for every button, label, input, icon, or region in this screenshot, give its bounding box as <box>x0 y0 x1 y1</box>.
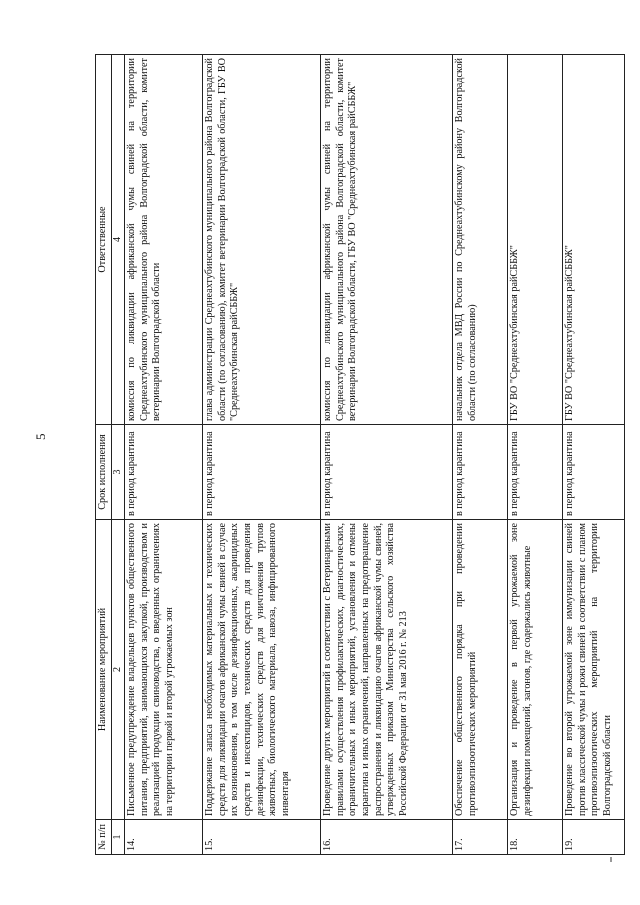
row-term: в период карантина <box>321 425 453 520</box>
column-number: 2 <box>111 520 124 820</box>
row-term: в период карантина <box>453 425 508 520</box>
row-measure: Проведение других мероприятий в соответствии с Ветеринарными правилами осуществления профилактических, диагностических, ограничительных и иных мероприятий, установления и отмены карантина и иных ограничений, направленных на предотвращение распространения и ликвидацию очагов африканской чумы свиней, утвержденных приказом Министерства сельского хозяйства Российской Федерации от 31 мая 2016 г. № 213 <box>321 520 453 820</box>
row-responsible: начальник отдела МВД России по Среднеахтубинскому району Волгоградской области (по согласованию) <box>453 55 508 425</box>
table-row <box>453 55 508 855</box>
row-responsible: глава администрации Среднеахтубинского муниципального района Волгоградской области (по согласованию), комитет ветеринарии Волгоградской области, ГБУ ВО "Среднеахтубинская райСББЖ" <box>203 55 321 425</box>
row-measure: Проведение во второй угрожаемой зоне иммунизации свиней против классической чумы и рожи свиней в соответствии с планом противоэпизоотических мероприятий на территории Волгоградской области <box>563 520 625 820</box>
measures-table <box>95 54 625 855</box>
header-responsible: Ответственные <box>96 55 112 425</box>
row-measure: Обеспечение общественного порядка при проведении противоэпизоотических мероприятий <box>453 520 508 820</box>
row-term: в период карантина <box>125 425 203 520</box>
header-term: Срок исполнения <box>96 425 112 520</box>
row-responsible: комиссия по ликвидации африканской чумы свиней на территории Среднеахтубинского муниципального района Волгоградской области, комитет ветеринарии Волгоградской области <box>125 55 203 425</box>
table-row <box>125 55 203 855</box>
rotated-table-container <box>95 55 615 855</box>
column-number: 4 <box>111 55 124 425</box>
row-responsible: комиссия по ликвидации африканской чумы свиней на территории Среднеахтубинского муниципального района Волгоградской области, комитет ветеринарии Волгоградской области, ГБУ ВО "Среднеахтубинская райСББЖ" <box>321 55 453 425</box>
column-number: 1 <box>111 820 124 855</box>
header-number: № п/п <box>96 820 112 855</box>
page-number: 5 <box>33 433 48 440</box>
row-number: 19. <box>563 820 625 855</box>
row-term: в период карантина <box>563 425 625 520</box>
row-measure: Письменное предупреждение владельцев пунктов общественного питания, предприятий, занимающихся закупкой, производством и реализацией продукции свиноводства, о введенных ограничениях на территории первой и второй угрожаемых зон <box>125 520 203 820</box>
row-number: 16. <box>321 820 453 855</box>
row-responsible: ГБУ ВО "Среднеахтубинская райСББЖ" <box>563 55 625 425</box>
row-measure: Организация и проведение в первой угрожаемой зоне дезинфекции помещений, загонов, где содержались животные <box>508 520 563 820</box>
row-number: 17. <box>453 820 508 855</box>
row-term: в период карантина <box>203 425 321 520</box>
header-row <box>96 55 112 855</box>
row-responsible: ГБУ ВО "Среднеахтубинская райСББЖ" <box>508 55 563 425</box>
scan-mark <box>610 857 612 862</box>
row-measure: Поддержание запаса необходимых материальных и технических средств для ликвидации очагов африканской чумы свиней в случае их возникновения, в том числе дезинфекционных, акарицидных средств и инсектицидов, технических средств для проведения дезинфекции, технических средств для уничтожения трупов животных, биологического материала, навоза, инфицированного инвентаря <box>203 520 321 820</box>
column-number-row <box>111 55 124 855</box>
column-number: 3 <box>111 425 124 520</box>
row-term: в период карантина <box>508 425 563 520</box>
row-number: 15. <box>203 820 321 855</box>
row-number: 14. <box>125 820 203 855</box>
table-row <box>563 55 625 855</box>
table-row <box>321 55 453 855</box>
table-row <box>203 55 321 855</box>
table-row <box>508 55 563 855</box>
header-measures: Наименование мероприятий <box>96 520 112 820</box>
row-number: 18. <box>508 820 563 855</box>
